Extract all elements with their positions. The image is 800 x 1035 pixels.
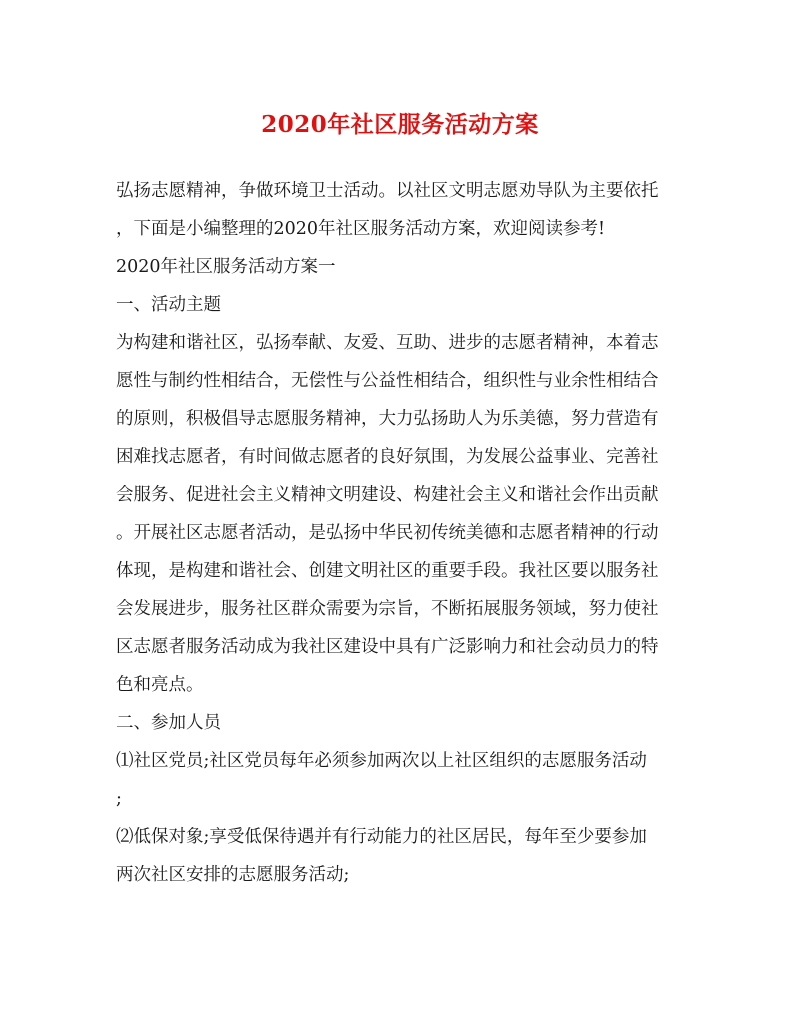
section-heading: 2020年社区服务活动方案一 [116,257,336,277]
body-line: 体现，是构建和谐社会、创建文明社区的重要手段。我社区要以服务社 [116,561,659,581]
body-line: 的原则，积极倡导志愿服务精神，大力弘扬助人为乐美德，努力营造有 [116,409,659,429]
body-line: ⑵低保对象;享受低保待遇并有行动能力的社区居民，每年至少要参加 [116,827,647,847]
body-line: 困难找志愿者，有时间做志愿者的良好氛围，为发展公益事业、完善社 [116,447,659,467]
section-heading: 一、活动主题 [116,295,221,315]
body-line: 会发展进步，服务社区群众需要为宗旨，不断拓展服务领域，努力使社 [116,599,659,619]
document-body [116,173,698,893]
body-line: 为构建和谐社区，弘扬奉献、友爱、互助、进步的志愿者精神，本着志 [116,333,659,353]
section-heading: 二、参加人员 [116,713,221,733]
body-line: 。开展社区志愿者活动，是弘扬中华民初传统美德和志愿者精神的行动 [116,523,659,543]
body-line: 色和亮点。 [116,675,204,695]
body-line: 会服务、促进社会主义精神文明建设、构建社会主义和谐社会作出贡献 [116,485,659,505]
body-line: 区志愿者服务活动成为我社区建设中具有广泛影响力和社会动员力的特 [116,637,659,657]
body-line: 弘扬志愿精神，争做环境卫士活动。以社区文明志愿劝导队为主要依托 [116,181,659,201]
body-line: 两次社区安排的志愿服务活动; [116,865,350,885]
body-line: ; [116,789,122,809]
body-line: ，下面是小编整理的2020年社区服务活动方案，欢迎阅读参考! [116,219,606,239]
document-title: 2020年社区服务活动方案 [261,111,539,138]
body-line: ⑴社区党员;社区党员每年必须参加两次以上社区组织的志愿服务活动 [116,751,647,771]
body-line: 愿性与制约性相结合，无偿性与公益性相结合，组织性与业余性相结合 [116,371,659,391]
